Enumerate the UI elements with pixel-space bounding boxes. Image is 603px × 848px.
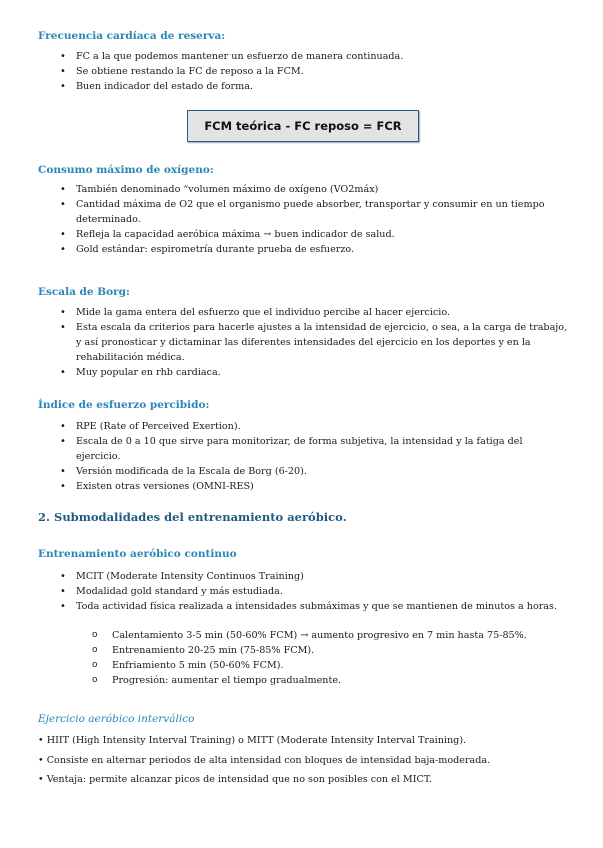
continuo-sublist	[92, 628, 573, 688]
list-item: • MCIT (Moderate Intensity Continuos Training)	[60, 569, 569, 584]
fcr-list	[60, 49, 569, 94]
list-item: • Consiste en alternar periodos de alta intensidad con bloques de intensidad baja-moderada.	[38, 754, 491, 766]
list-item: • Muy popular en rhb cardiaca.	[60, 365, 569, 380]
list-item: • HIIT (High Intensity Interval Training) o MITT (Moderate Intensity Interval Training).	[38, 735, 467, 746]
heading-interval: Ejercicio aeróbico interválico	[38, 713, 195, 725]
heading-rpe: Índice de esfuerzo percibido:	[38, 399, 210, 411]
list-item: • FC a la que podemos mantener un esfuerzo de manera continuada.	[60, 49, 569, 64]
sub-list-item: o Entrenamiento 20-25 min (75-85% FCM).	[92, 643, 573, 658]
list-item: • Gold estándar: espirometría durante prueba de esfuerzo.	[60, 242, 569, 257]
sub-list-item: o Enfriamiento 5 min (50-60% FCM).	[92, 658, 573, 673]
list-item: • RPE (Rate of Perceived Exertion).	[60, 419, 569, 434]
list-item: • Toda actividad física realizada a intensidades submáximas y que se mantienen de minutos a horas.	[60, 599, 569, 614]
list-item: • Ventaja: permite alcanzar picos de intensidad que no son posibles con el MICT.	[38, 774, 432, 785]
list-item: • Esta escala da criterios para hacerle ajustes a la intensidad de ejercicio, o sea, a la carga de trabajo, y así pronosticar y dictaminar las diferentes intensidades del ejercicio en los deportes y en la rehabilitación médica.	[60, 320, 569, 365]
section-title: 2. Submodalidades del entrenamiento aeróbico.	[38, 510, 347, 524]
heading-fcr: Frecuencia cardíaca de reserva:	[38, 30, 226, 42]
vo2-list	[60, 182, 569, 257]
list-item: • También denominado “volumen máximo de oxígeno (VO2máx)	[60, 182, 569, 197]
list-item: • Mide la gama entera del esfuerzo que el individuo percibe al hacer ejercicio.	[60, 305, 569, 320]
heading-borg: Escala de Borg:	[38, 286, 130, 298]
list-item: • Versión modificada de la Escala de Borg (6-20).	[60, 464, 569, 479]
rpe-list	[60, 419, 569, 494]
list-item: • Refleja la capacidad aeróbica máxima → buen indicador de salud.	[60, 227, 569, 242]
list-item: • Modalidad gold standard y más estudiada.	[60, 584, 569, 599]
list-item: • Existen otras versiones (OMNI-RES)	[60, 479, 569, 494]
formula-box: FCM teórica - FC reposo = FCR	[187, 110, 419, 142]
list-item: • Buen indicador del estado de forma.	[60, 79, 569, 94]
sub-list-item: o Calentamiento 3-5 min (50-60% FCM) → aumento progresivo en 7 min hasta 75-85%.	[92, 628, 573, 643]
heading-vo2: Consumo máximo de oxígeno:	[38, 164, 214, 176]
sub-list-item: o Progresión: aumentar el tiempo gradualmente.	[92, 673, 573, 688]
continuo-list	[60, 569, 569, 614]
borg-list	[60, 305, 569, 380]
list-item: • Cantidad máxima de O2 que el organismo puede absorber, transportar y consumir en un tiempo determinado.	[60, 197, 569, 227]
interval-list	[38, 733, 573, 792]
list-item: • Se obtiene restando la FC de reposo a la FCM.	[60, 64, 569, 79]
list-item: • Escala de 0 a 10 que sirve para monitorizar, de forma subjetiva, la intensidad y la fatiga del ejercicio.	[60, 434, 569, 464]
heading-continuo: Entrenamiento aeróbico continuo	[38, 548, 237, 560]
